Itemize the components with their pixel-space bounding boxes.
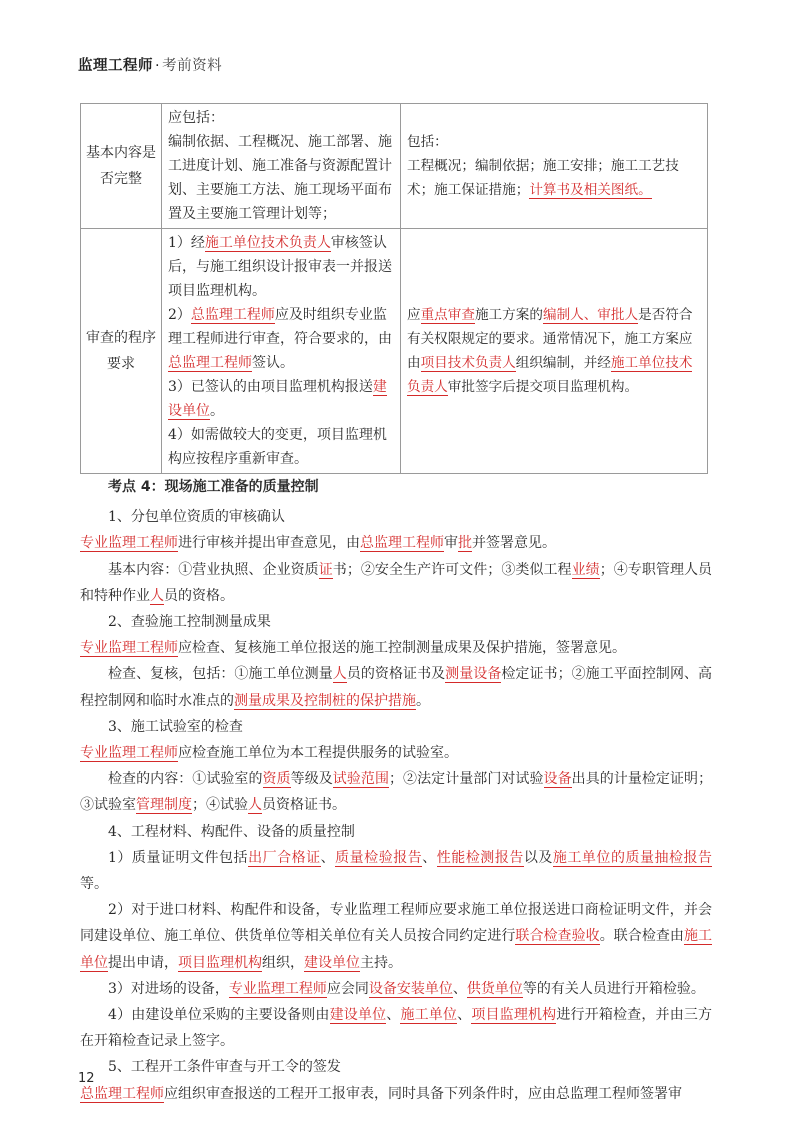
highlight: 建设单位 xyxy=(329,1007,387,1024)
highlight: 专业监理工程师 xyxy=(228,980,327,997)
table-cell xyxy=(162,104,401,229)
page-number: 12 xyxy=(78,1071,95,1086)
highlight: 施工单位 xyxy=(400,1007,458,1024)
highlight: 证 xyxy=(318,561,333,578)
row-label: 基本内容是否完整 xyxy=(81,104,162,229)
list-item: 1）经施工单位技术负责人审核签认后，与施工组织设计报审表一并报送项目监理机构。 xyxy=(168,235,392,299)
highlight: 人 xyxy=(150,587,164,604)
highlight: 项目监理机构 xyxy=(178,954,262,971)
highlight: 质量检验报告 xyxy=(335,849,423,866)
highlight: 建设单位 xyxy=(168,379,387,419)
paragraph: 3）对进场的设备，专业监理工程师应会同设备安装单位、供货单位等的有关人员进行开箱检验。 xyxy=(108,980,705,997)
highlight: 编制人、审批人 xyxy=(542,307,639,323)
section-title: 考点 4：现场施工准备的质量控制 xyxy=(108,479,319,495)
paragraph: 总监理工程师应组织审查报送的工程开工报审表，同时具备下列条件时，应由总监理工程师签署审 xyxy=(80,1085,682,1102)
cell-text: 编制依据、工程概况、施工部署、施工进度计划、施工准备与资源配置计划、主要施工方法、施工现场平面布置及主要施工管理计划等； xyxy=(168,134,392,222)
subsection-heading: 3、施工试验室的检查 xyxy=(108,718,243,735)
highlight: 总监理工程师 xyxy=(168,355,252,371)
highlight: 项目监理机构 xyxy=(471,1007,557,1024)
highlight: 总监理工程师 xyxy=(190,307,275,323)
highlight: 出厂合格证 xyxy=(248,849,321,866)
subsection-heading: 4、工程材料、构配件、设备的质量控制 xyxy=(108,823,355,840)
highlight: 施工单位技术负责人 xyxy=(204,235,331,251)
header-dot: · xyxy=(155,58,161,74)
highlight: 施工单位的质量抽检报告 xyxy=(552,849,713,866)
table-row xyxy=(81,104,708,229)
highlight: 计算书及相关图纸。 xyxy=(529,182,652,198)
highlight: 总监理工程师 xyxy=(360,535,444,552)
paragraph: 检查的内容：①试验室的资质等级及试验范围；②法定计量部门对试验设备出具的计量检定证明；③试验室管理制度；④试验人员资格证书。 xyxy=(80,771,713,814)
highlight: 总监理工程师 xyxy=(80,1085,164,1102)
list-item: 2）总监理工程师应及时组织专业监理工程师进行审查，符合要求的，由总监理工程师签认。 xyxy=(168,307,392,371)
highlight: 施工单位技术负责人 xyxy=(407,355,693,395)
paragraph: 4）由建设单位采购的主要设备则由建设单位、施工单位、项目监理机构进行开箱检查，并由三方在开箱检查记录上签字。 xyxy=(80,1007,713,1050)
paragraph: 基本内容：①营业执照、企业资质证书；②安全生产许可文件；③类似工程业绩；④专职管理人员和特种作业人员的资格。 xyxy=(80,561,713,604)
highlight: 测量成果及控制桩的保护措施 xyxy=(234,692,416,709)
highlight: 重点审查 xyxy=(420,307,475,323)
paragraph: 专业监理工程师应检查、复核施工单位报送的施工控制测量成果及保护措施，签署意见。 xyxy=(80,640,626,657)
table-cell xyxy=(401,104,708,229)
page-header xyxy=(78,54,222,75)
highlight: 人 xyxy=(332,666,347,683)
highlight: 专业监理工程师 xyxy=(80,640,178,657)
highlight: 试验范围 xyxy=(332,771,389,788)
highlight: 人 xyxy=(248,797,262,814)
subsection-heading: 1、分包单位资质的审核确认 xyxy=(108,509,285,526)
table-cell: 应重点审查施工方案的编制人、审批人是否符合有关权限规定的要求。通常情况下，施工方案应由项目技术负责人组织编制，并经施工单位技术负责人审批签字后提交项目监理机构。 xyxy=(401,229,708,474)
highlight: 建设单位 xyxy=(304,954,360,971)
cell-text: 应包括： xyxy=(168,110,224,126)
highlight: 业绩 xyxy=(571,561,600,578)
highlight: 性能检测报告 xyxy=(436,849,524,866)
table-cell xyxy=(162,229,401,474)
highlight: 设备 xyxy=(543,771,572,788)
highlight: 专业监理工程师 xyxy=(80,535,178,552)
list-item: 4）如需做较大的变更，项目监理机构应按程序重新审查。 xyxy=(168,427,387,467)
paragraph: 2）对于进口材料、构配件和设备，专业监理工程师应要求施工单位报送进口商检证明文件，并会同建设单位、施工单位、供货单位等相关单位有关人员按合同约定进行联合检查验收。联合检查由施工单位提出申请，项目监理机构组织，建设单位主持。 xyxy=(80,902,713,971)
header-subtitle: 考前资料 xyxy=(162,58,223,74)
highlight: 联合检查验收 xyxy=(515,928,600,945)
list-item: 3）已签认的由项目监理机构报送建设单位。 xyxy=(168,379,387,419)
header-title: 监理工程师 xyxy=(78,58,153,74)
comparison-table xyxy=(80,103,708,474)
highlight: 项目技术负责人 xyxy=(420,355,516,371)
highlight: 专业监理工程师 xyxy=(80,745,178,762)
highlight: 资质 xyxy=(262,771,291,788)
highlight: 管理制度 xyxy=(136,797,192,814)
highlight: 供货单位 xyxy=(466,980,523,997)
paragraph: 专业监理工程师应检查施工单位为本工程提供服务的试验室。 xyxy=(80,745,458,762)
paragraph: 专业监理工程师进行审核并提出审查意见，由总监理工程师审批并签署意见。 xyxy=(80,535,556,552)
table-row xyxy=(81,229,708,474)
main-content xyxy=(80,474,712,1107)
subsection-heading: 2、查验施工控制测量成果 xyxy=(108,614,271,631)
cell-text: 包括： xyxy=(407,134,448,150)
highlight: 施工单位 xyxy=(80,928,713,971)
paragraph: 检查、复核，包括：①施工单位测量人员的资格证书及测量设备检定证书；②施工平面控制网、高程控制网和临时水准点的测量成果及控制桩的保护措施。 xyxy=(80,666,713,709)
subsection-heading: 5、工程开工条件审查与开工令的签发 xyxy=(108,1059,341,1076)
highlight: 设备安装单位 xyxy=(368,980,453,997)
cell-text: 工程概况；编制依据；施工安排；施工工艺技术；施工保证措施； xyxy=(407,158,679,198)
highlight: 测量设备 xyxy=(445,666,502,683)
highlight: 批 xyxy=(458,535,472,552)
row-label: 审查的程序要求 xyxy=(81,229,162,474)
paragraph: 1）质量证明文件包括出厂合格证、质量检验报告、性能检测报告以及施工单位的质量抽检报告等。 xyxy=(80,849,713,893)
